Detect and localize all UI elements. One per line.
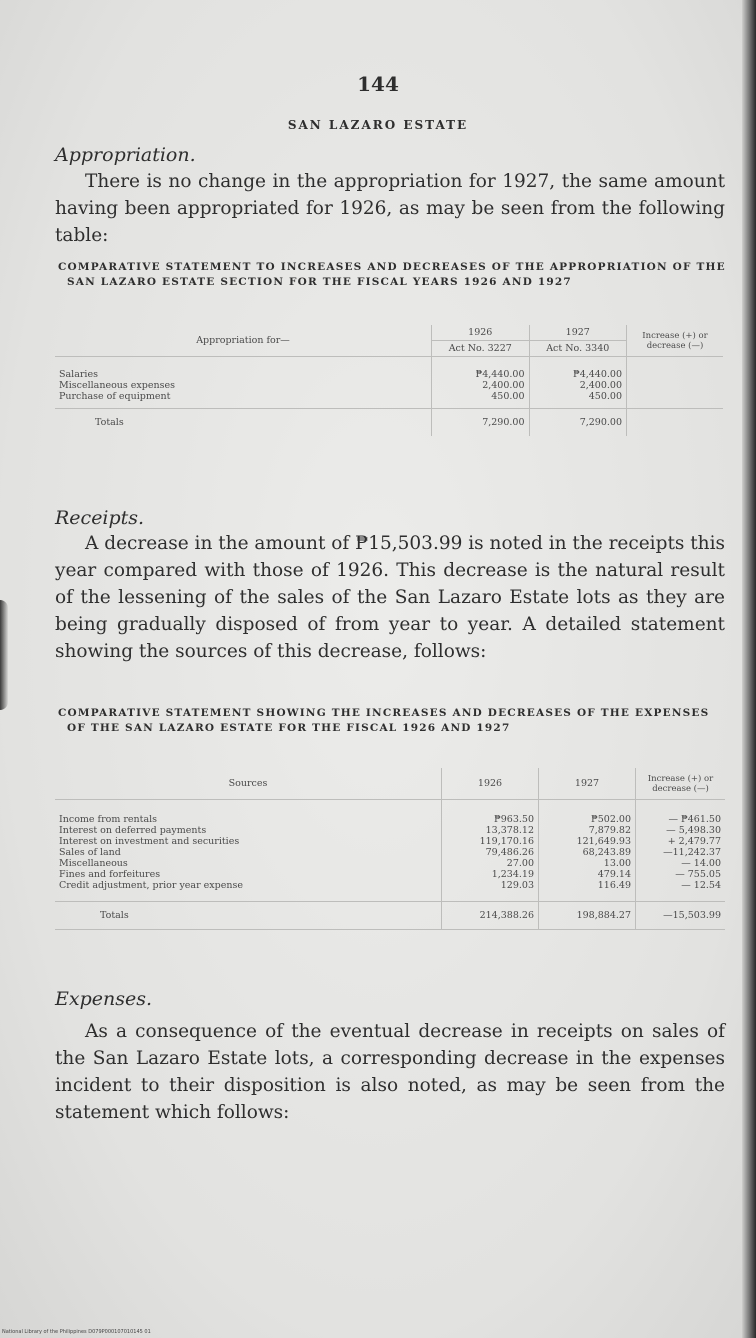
row-label: Fines and forfeitures xyxy=(59,869,161,880)
row-label: Miscellaneous expenses xyxy=(59,380,175,391)
appropriation-paragraph: There is no change in the appropriation for 1927, the same amount having been appropriated for 1926, as may be seen from the following table: xyxy=(55,171,725,246)
cell-1927: 116.49 xyxy=(539,880,636,902)
cell-1926: 450.00 xyxy=(432,391,530,409)
total-change xyxy=(627,409,724,437)
running-head: SAN LAZARO ESTATE xyxy=(287,118,469,132)
total-change: —15,503.99 xyxy=(636,902,726,930)
table-row xyxy=(55,380,723,391)
totals-label: Totals xyxy=(55,902,442,930)
cell-1926: 129.03 xyxy=(442,880,539,902)
table-row xyxy=(55,800,725,826)
cell-1927: 450.00 xyxy=(529,391,627,409)
cell-1926: 13,378.12 xyxy=(442,825,539,836)
totals-row xyxy=(55,902,725,930)
act-1926: Act No. 3227 xyxy=(432,341,530,357)
row-label: Interest on investment and securities xyxy=(59,836,240,847)
receipts-heading: Receipts. xyxy=(55,507,145,529)
table-row xyxy=(55,391,723,409)
receipts-table xyxy=(55,768,725,930)
cell-change: — 5,498.30 xyxy=(636,825,726,836)
cell-1927: ₱502.00 xyxy=(539,800,636,826)
table-row xyxy=(55,357,723,381)
receipts-paragraph: A decrease in the amount of ₱15,503.99 is noted in the receipts this year compared with those of 1926. This decrease is the natural result of the lessening of the sales of the San Lazaro Estate lots as they are being gradually disposed of from year to year. A detailed statement showing the sources of this decrease, follows: xyxy=(55,533,726,662)
cell-1927: 2,400.00 xyxy=(529,380,627,391)
row-label: Salaries xyxy=(59,369,98,380)
cell-1927: 121,649.93 xyxy=(539,836,636,847)
col-header-1927: 1927 xyxy=(529,325,627,341)
cell-change: — 14.00 xyxy=(636,858,726,869)
scan-shadow xyxy=(0,600,8,710)
table-row xyxy=(55,880,725,902)
expenses-paragraph: As a consequence of the eventual decrease in receipts on sales of the San Lazaro Estate lots, a corresponding decrease in the expenses incident to their disposition is also noted, as may be seen from the statement which follows: xyxy=(55,1021,725,1123)
row-label: Income from rentals xyxy=(59,814,158,825)
row-label: Interest on deferred payments xyxy=(59,825,207,836)
expenses-heading: Expenses. xyxy=(55,988,153,1010)
cell-1926: 2,400.00 xyxy=(432,380,530,391)
totals-label: Totals xyxy=(55,409,432,437)
cell-1926: 79,486.26 xyxy=(442,847,539,858)
cell-1926: 119,170.16 xyxy=(442,836,539,847)
cell-1927: 7,879.82 xyxy=(539,825,636,836)
act-1927: Act No. 3340 xyxy=(529,341,627,357)
cell-change: — 12.54 xyxy=(636,880,726,902)
total-1926: 7,290.00 xyxy=(432,409,530,437)
cell-change xyxy=(627,380,724,391)
row-label: Credit adjustment, prior year expense xyxy=(59,880,243,891)
table-row xyxy=(55,825,725,836)
binding-edge xyxy=(742,0,756,1338)
total-1926: 214,388.26 xyxy=(442,902,539,930)
total-1927: 7,290.00 xyxy=(529,409,627,437)
col-header-1927: 1927 xyxy=(539,768,636,800)
table-row xyxy=(55,858,725,869)
cell-1927: 13.00 xyxy=(539,858,636,869)
col-header-1926: 1926 xyxy=(442,768,539,800)
cell-1927: 479.14 xyxy=(539,869,636,880)
cell-change xyxy=(627,357,724,381)
table-row xyxy=(55,847,725,858)
appropriation-table-caption: COMPARATIVE STATEMENT TO INCREASES AND DECREASES OF THE APPROPRIATION OF THE SAN LAZARO ESTATE SECTION FOR THE FISCAL YEARS 1926 AND 1927 xyxy=(58,261,726,288)
receipts-table-caption: COMPARATIVE STATEMENT SHOWING THE INCREASES AND DECREASES OF THE EXPENSES OF THE SAN LAZARO ESTATE FOR THE FISCAL 1926 AND 1927 xyxy=(58,707,710,734)
cell-change: — ₱461.50 xyxy=(636,800,726,826)
cell-change xyxy=(627,391,724,409)
totals-row xyxy=(55,409,723,437)
cell-1926: ₱963.50 xyxy=(442,800,539,826)
row-label: Purchase of equipment xyxy=(59,391,171,402)
cell-change: + 2,479.77 xyxy=(636,836,726,847)
cell-change: —11,242.37 xyxy=(636,847,726,858)
cell-1927: 68,243.89 xyxy=(539,847,636,858)
cell-change: — 755.05 xyxy=(636,869,726,880)
row-label: Miscellaneous xyxy=(59,858,128,869)
col-header-change: Increase (+) or decrease (—) xyxy=(627,325,724,357)
row-label: Sales of land xyxy=(59,847,121,858)
col-header-change: Increase (+) or decrease (—) xyxy=(636,768,726,800)
cell-1926: 1,234.19 xyxy=(442,869,539,880)
col-header-sources: Sources xyxy=(55,768,442,800)
cell-1927: ₱4,440.00 xyxy=(529,357,627,381)
page-number: 144 xyxy=(357,72,399,96)
col-header-1926: 1926 xyxy=(432,325,530,341)
table-row xyxy=(55,836,725,847)
cell-1926: 27.00 xyxy=(442,858,539,869)
appropriation-table xyxy=(55,325,723,436)
table-row xyxy=(55,869,725,880)
appropriation-heading: Appropriation. xyxy=(55,144,196,166)
cell-1926: ₱4,440.00 xyxy=(432,357,530,381)
col-header-appropriation: Appropriation for— xyxy=(55,325,432,357)
total-1927: 198,884.27 xyxy=(539,902,636,930)
scan-footer: National Library of the Philippines D079P000107010145 01 xyxy=(2,1329,151,1335)
